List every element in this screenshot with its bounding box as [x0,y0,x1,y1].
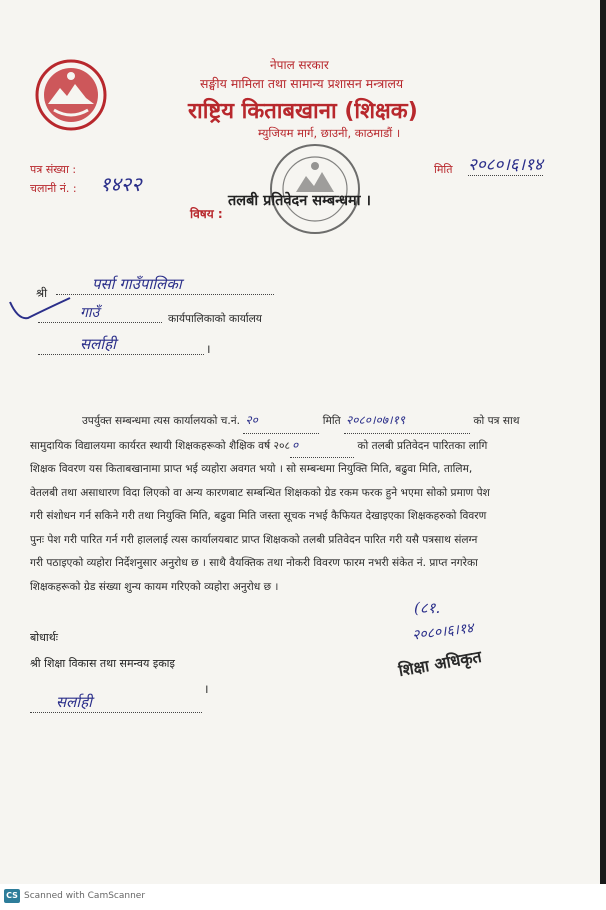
miti-label: मिति [434,163,453,176]
letter-body [30,409,582,599]
addressee-line1: पर्सा गाउँपालिका [56,274,274,295]
scanner-footer [0,884,606,910]
addressee-line2: गाउँ [38,303,162,323]
body-line-2 [30,434,582,459]
subject-label: विषय : [190,207,223,221]
body-text-segment: मिति [322,415,341,427]
body-text-segment: को पत्र साथ [473,415,520,427]
bodharth-end: । [204,682,209,696]
bodharth-line: श्री शिक्षा विकास तथा समन्वय इकाइ [30,657,175,670]
camscanner-logo-icon: CS [4,889,20,903]
body-fill-chalani: २० [243,409,319,434]
body-fill-date: २०८०।०७।१९ [344,409,470,434]
gov-name: नेपाल सरकार [270,58,329,72]
addressee-line3-end: । [206,342,211,356]
miti-value: २०८०।६।१४ [468,152,543,176]
addressee-line3: सर्लाही [38,334,204,355]
chalani-value: १४२२ [100,172,142,196]
signature-initial: (८१. [414,599,441,617]
nepal-emblem-icon [34,58,108,132]
addressee-shri: श्री [36,286,48,300]
office-stamp-icon [266,140,364,238]
ministry-name: सङ्घीय मामिला तथा सामान्य प्रशासन मन्त्रालय [200,76,404,91]
patra-label: पत्र संख्या : [30,163,77,176]
office-name: राष्ट्रिय किताबखाना (शिक्षक) [188,99,418,124]
signature-date: २०८०।६।१४ [411,620,475,644]
body-line-4: वेतलबी तथा असाधारण विदा लिएको वा अन्य कारणबाट सम्बन्धित शिक्षकको ग्रेड रकम फरक हुने भएमा सोको प्रमाण पेश [30,486,490,499]
office-address: म्युजियम मार्ग, छाउनी, काठमाडौं । [258,126,401,140]
body-line-5: गरी संशोधन गर्न सकिने गरी तथा नियुक्ति मिति, बढुवा मिति जस्ता सूचक नभई कैफियत देखाइएका शिक्षकहरुको विवरण [30,510,487,522]
scanner-footer-text: Scanned with CamScanner [24,891,146,901]
body-text-segment: को तलबी प्रतिवेदन पारितका लागि [357,439,488,452]
addressee-line2-suffix: कार्यपालिकाको कार्यालय [168,313,262,325]
bodharth-label: बोधार्थः [30,631,58,644]
body-line-6: पुनः पेश गरी पारित गर्न गरी हाललाई त्यस कार्यालयबाट प्राप्त शिक्षकको तलबी प्रतिवेदन पारित गरी यसै पत्रसाथ संलग्न [30,533,478,546]
body-text-segment: सामुदायिक विद्यालयमा कार्यरत स्थायी शिक्षकहरूको शैक्षिक वर्ष २०८ [30,439,291,452]
body-fill-year: ० [290,434,354,459]
body-line-8: शिक्षकहरूको ग्रेड संख्या शुन्य कायम गरिएको व्यहोरा अनुरोध छ । [30,580,279,593]
body-line-3: शिक्षक विवरण यस किताबखानामा प्राप्त भई व्यहोरा अवगत भयो । सो सम्बन्धमा नियुक्ति मिति, बढुवा मिति, तालिम, [30,463,473,475]
signature-name: शिक्षा अधिकृत [397,646,483,681]
body-text-segment: उपर्युक्त सम्बन्धमा त्यस कार्यालयको च.नं. [82,415,241,427]
subject-text: तलबी प्रतिवेदन सम्बन्धमा । [228,193,372,209]
chalani-label: चलानी नं. : [30,182,77,195]
body-line-7: गरी पठाइएको व्यहोरा निर्देशनुसार अनुरोध छ । साथै वैयक्तिक तथा नोकरी विवरण फारम नभरी संकेत नं. प्राप्त नगरेका [30,557,478,569]
body-line-1 [30,409,582,434]
bodharth-fill: सर्लाही [30,686,202,713]
